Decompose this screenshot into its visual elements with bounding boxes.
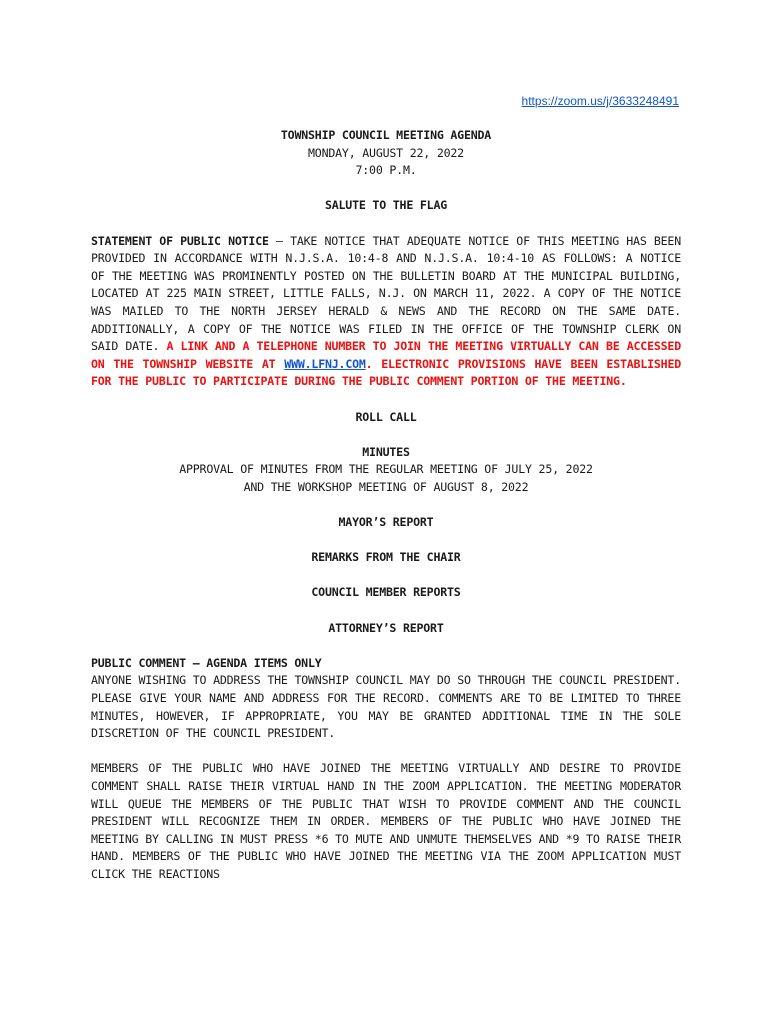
public-notice-heading: STATEMENT OF PUBLIC NOTICE [91, 233, 269, 248]
virtual-access-notice-end: . ELECTRONIC PROVISIONS HAVE BEEN ESTABLISHED FOR THE PUBLIC TO PARTICIPATE DURING THE PUBLIC COMMENT PORTION OF THE MEETING. [91, 356, 681, 389]
agenda-title: TOWNSHIP COUNCIL MEETING AGENDA [280, 128, 492, 142]
roll-call-heading: ROLL CALL [355, 409, 417, 424]
mayors-report-heading: MAYOR’S REPORT [338, 515, 434, 530]
minutes-line-2: AND THE WORKSHOP MEETING OF AUGUST 8, 2022 [243, 479, 529, 494]
public-comment-heading: PUBLIC COMMENT – AGENDA ITEMS ONLY [91, 655, 322, 670]
zoom-meeting-link[interactable]: https://zoom.us/j/3633248491 [521, 94, 679, 108]
attorney-report-heading: ATTORNEY’S REPORT [328, 620, 444, 635]
public-comment-paragraph-1: ANYONE WISHING TO ADDRESS THE TOWNSHIP COUNCIL MAY DO SO THROUGH THE COUNCIL PRESIDENT. PLEASE GIVE YOUR NAME AND ADDRESS FOR THE RECORD. COMMENTS ARE TO BE LIMITED TO THREE MINUTES, HOWEVER, IF APPROPRIATE, YOU MAY BE GRANTED ADDITIONAL TIME IN THE SOLE DISCRETION OF THE COUNCIL PRESIDENT. [91, 673, 681, 741]
agenda-body [91, 127, 681, 884]
meeting-date: MONDAY, AUGUST 22, 2022 [308, 145, 464, 160]
virtual-access-notice-start: A LINK AND A TELEPHONE NUMBER TO JOIN THE MEETING VIRTUALLY CAN BE ACCESSED ON THE TOWNSHIP WEBSITE AT [91, 339, 681, 371]
salute-heading: SALUTE TO THE FLAG [324, 198, 448, 213]
minutes-heading: MINUTES [362, 444, 410, 459]
minutes-line-1: APPROVAL OF MINUTES FROM THE REGULAR MEETING OF JULY 25, 2022 [179, 462, 593, 477]
public-comment-paragraph-2: MEMBERS OF THE PUBLIC WHO HAVE JOINED THE MEETING VIRTUALLY AND DESIRE TO PROVIDE COMMENT SHALL RAISE THEIR VIRTUAL HAND IN THE ZOOM APPLICATION. THE MEETING MODERATOR WILL QUEUE THE MEMBERS OF THE PUBLIC THAT WISH TO PROVIDE COMMENT AND THE COUNCIL PRESIDENT WILL RECOGNIZE THEM IN ORDER. MEMBERS OF THE PUBLIC WHO HAVE JOINED THE MEETING BY CALLING IN MUST PRESS *6 TO MUTE AND UNMUTE THEMSELVES AND *9 TO RAISE THEIR HAND. MEMBERS OF THE PUBLIC WHO HAVE JOINED THE MEETING VIA THE ZOOM APPLICATION MUST CLICK THE REACTIONS [91, 761, 681, 881]
township-website-link[interactable]: WWW.LFNJ.COM [284, 356, 366, 371]
public-notice-paragraph [91, 233, 681, 391]
public-notice-text: – TAKE NOTICE THAT ADEQUATE NOTICE OF THIS MEETING HAS BEEN PROVIDED IN ACCORDANCE WITH N.J.S.A. 10:4-8 AND N.J.S.A. 10:4-10 AS FOLLOWS: A NOTICE OF THE MEETING WAS PROMINENTLY POSTED ON THE BULLETIN BOARD AT THE MUNICIPAL BUILDING, LOCATED AT 225 MAIN STREET, LITTLE FALLS, N.J. ON MARCH 11, 2022. A COPY OF THE NOTICE WAS MAILED TO THE NORTH JERSEY HERALD & NEWS AND THE RECORD ON THE SAME DATE. ADDITIONALLY, A COPY OF THE NOTICE WAS FILED IN THE OFFICE OF THE TOWNSHIP CLERK ON SAID DATE. [91, 233, 681, 354]
remarks-heading: REMARKS FROM THE CHAIR [311, 550, 461, 565]
council-reports-heading: COUNCIL MEMBER REPORTS [311, 585, 461, 600]
meeting-time: 7:00 P.M. [355, 163, 417, 178]
